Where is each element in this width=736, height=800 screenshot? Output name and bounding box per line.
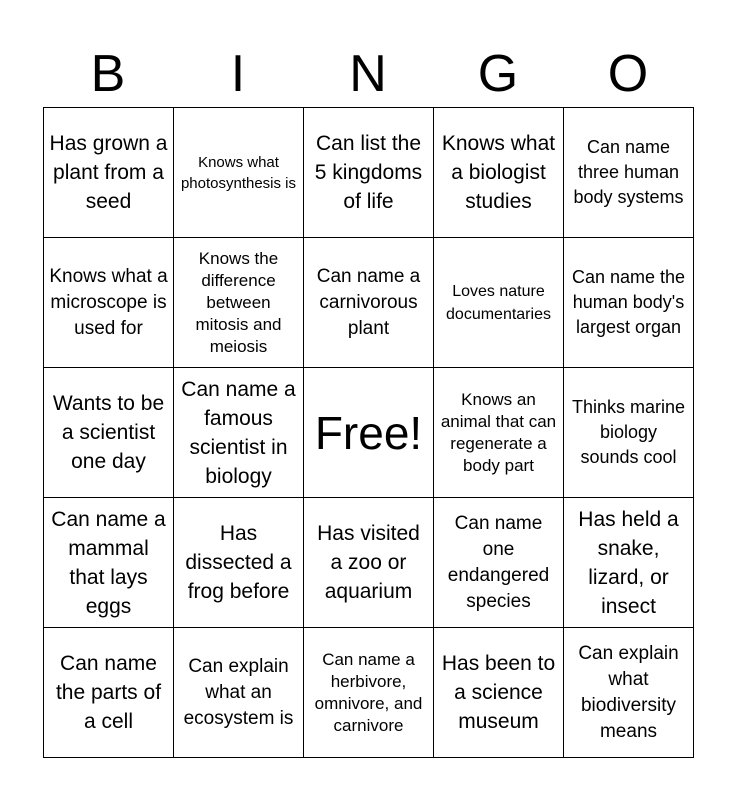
cell-text: Has grown a plant from a seed xyxy=(49,132,168,213)
header-letter-o: O xyxy=(607,45,649,103)
bingo-cell[interactable] xyxy=(44,368,174,498)
header-letter-n: N xyxy=(349,45,387,103)
bingo-cell[interactable] xyxy=(434,498,564,628)
board-row xyxy=(44,108,694,238)
cell-text: Loves nature documentaries xyxy=(446,282,551,323)
bingo-header xyxy=(43,40,693,108)
header-letter-g: G xyxy=(477,45,519,103)
cell-text: Has held a snake, lizard, or insect xyxy=(578,507,679,618)
cell-text: Can name one endangered species xyxy=(447,512,550,612)
bingo-cell[interactable] xyxy=(304,238,434,368)
bingo-board xyxy=(43,107,694,758)
bingo-cell[interactable] xyxy=(434,628,564,758)
cell-text: Has dissected a frog before xyxy=(185,522,292,603)
bingo-cell[interactable] xyxy=(174,628,304,758)
bingo-cell[interactable] xyxy=(304,498,434,628)
cell-text: Knows the difference between mitosis and meiosis xyxy=(195,248,282,356)
cell-text: Has visited a zoo or aquarium xyxy=(317,522,420,603)
cell-text: Can name a carnivorous plant xyxy=(316,265,421,339)
cell-text: Wants to be a scientist one day xyxy=(52,392,165,473)
cell-text: Can name a famous scientist in biology xyxy=(181,377,296,488)
cell-text: Knows what photosynthesis is xyxy=(180,153,297,192)
cell-text: Can explain what an ecosystem is xyxy=(183,655,294,729)
bingo-cell[interactable] xyxy=(44,238,174,368)
cell-text: Knows an animal that can regenerate a body part xyxy=(440,389,557,475)
bingo-cell[interactable] xyxy=(174,108,304,238)
bingo-cell[interactable] xyxy=(434,368,564,498)
bingo-cell[interactable] xyxy=(564,108,694,238)
bingo-cell[interactable] xyxy=(564,498,694,628)
cell-text: Can name a mammal that lays eggs xyxy=(51,507,166,618)
board-row xyxy=(44,498,694,628)
cell-text: Can name three human body systems xyxy=(573,137,684,207)
bingo-cell[interactable] xyxy=(434,108,564,238)
board-row xyxy=(44,368,694,498)
cell-text: Can explain what biodiversity means xyxy=(578,642,679,742)
bingo-cell[interactable] xyxy=(564,238,694,368)
bingo-cell[interactable] xyxy=(174,368,304,498)
cell-text: Has been to a science museum xyxy=(441,652,556,733)
cell-text: Thinks marine biology sounds cool xyxy=(571,397,686,467)
bingo-cell[interactable] xyxy=(434,238,564,368)
board-row xyxy=(44,628,694,758)
free-space-label: Free! xyxy=(314,406,423,459)
cell-text: Knows what a biologist studies xyxy=(441,132,556,213)
header-letter-i: I xyxy=(230,45,246,103)
bingo-cell[interactable] xyxy=(44,108,174,238)
cell-text: Can name a herbivore, omnivore, and carnivore xyxy=(314,649,423,735)
bingo-cell[interactable] xyxy=(564,628,694,758)
cell-text: Can list the 5 kingdoms of life xyxy=(314,132,423,213)
bingo-cell[interactable] xyxy=(174,238,304,368)
cell-text: Knows what a microscope is used for xyxy=(49,265,168,339)
bingo-cell[interactable] xyxy=(304,628,434,758)
bingo-cell[interactable] xyxy=(44,498,174,628)
cell-text: Can name the human body's largest organ xyxy=(571,267,686,337)
header-letter-b: B xyxy=(90,45,126,103)
bingo-cell[interactable] xyxy=(174,498,304,628)
cell-text: Can name the parts of a cell xyxy=(55,652,162,733)
board-row xyxy=(44,238,694,368)
free-space-cell[interactable] xyxy=(304,368,434,498)
bingo-cell[interactable] xyxy=(44,628,174,758)
bingo-cell[interactable] xyxy=(304,108,434,238)
bingo-cell[interactable] xyxy=(564,368,694,498)
